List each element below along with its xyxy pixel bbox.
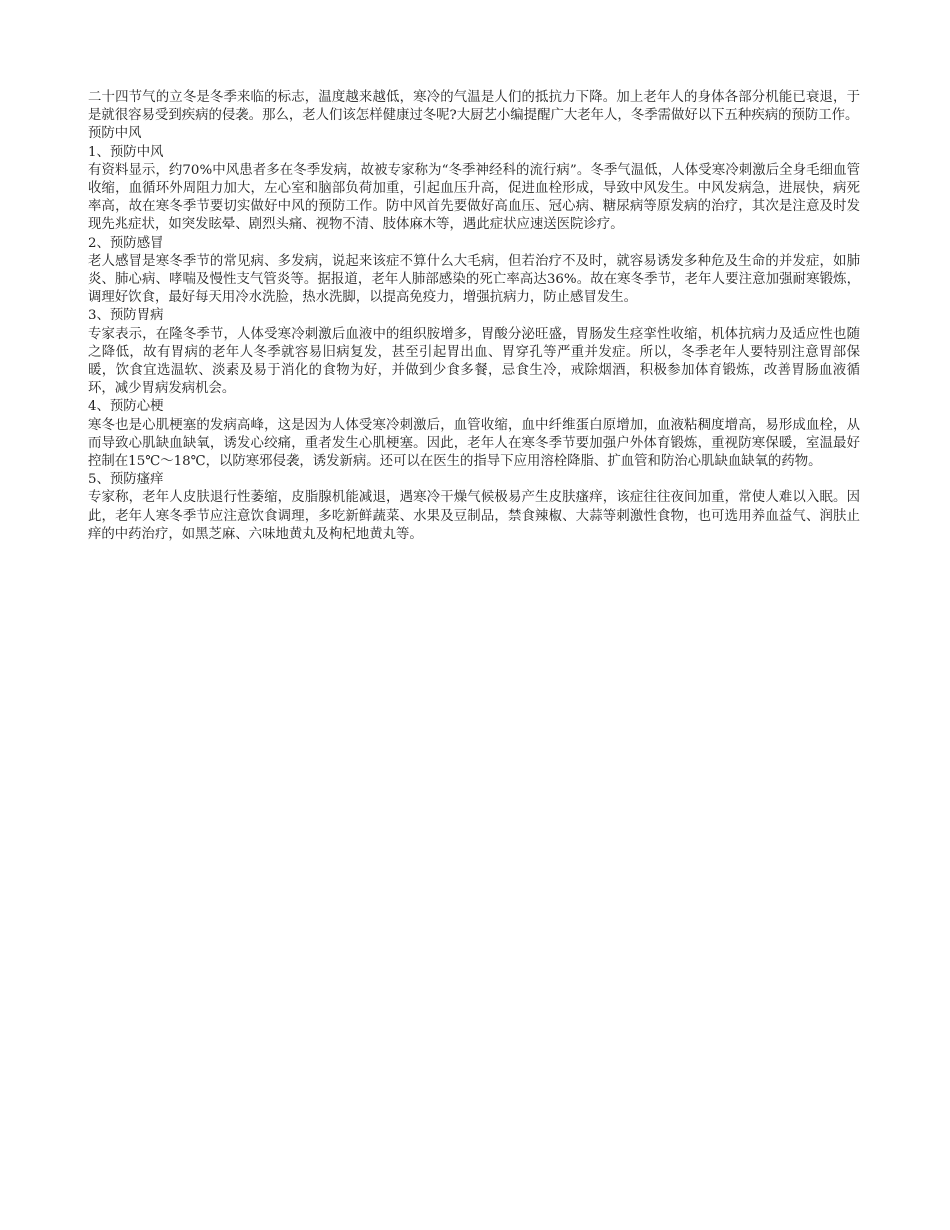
intro-paragraph: 二十四节气的立冬是冬季来临的标志，温度越来越低，寒冷的气温是人们的抵抗力下降。加上老年人的身体各部分机能已衰退，于是就很容易受到疾病的侵袭。那么，老人们该怎样健康过冬呢?大厨艺小编提醒广大老年人，冬季需做好以下五种疾病的预防工作。 xyxy=(88,90,860,124)
section-heading-stroke: 1、预防中风 xyxy=(88,144,164,160)
section-heading-cold: 2、预防感冒 xyxy=(88,235,164,251)
section-heading-heart: 4、预防心梗 xyxy=(88,399,164,415)
section-body-cold: 老人感冒是寒冬季节的常见病、多发病，说起来该症不算什么大毛病，但若治疗不及时，就容易诱发多种危及生命的并发症，如肺炎、肺心病、哮喘及慢性支气管炎等。据报道，老年人肺部感染的死亡率高达36%。故在寒冬季节，老年人要注意加强耐寒锻炼，调理好饮食，最好每天用冷水洗脸，热水洗脚，以提高免疫力，增强抗病力，防止感冒发生。 xyxy=(88,253,860,306)
section-body-stroke: 有资料显示，约70%中风患者多在冬季发病，故被专家称为“冬季神经科的流行病”。冬季气温低，人体受寒冷刺激后全身毛细血管收缩，血循环外周阻力加大，左心室和脑部负荷加重，引起血压升高，促进血栓形成，导致中风发生。中风发病急，进展快，病死率高，故在寒冬季节要切实做好中风的预防工作。防中风首先要做好高血压、冠心病、糖尿病等原发病的治疗，其次是注意及时发现先兆症状，如突发眩晕、剧烈头痛、视物不清、肢体麻木等，遇此症状应速送医院诊疗。 xyxy=(88,162,860,233)
section-heading-itch: 5、预防瘙痒 xyxy=(88,472,164,488)
document-subtitle: 预防中风 xyxy=(88,126,142,142)
section-heading-stomach: 3、预防胃病 xyxy=(88,308,164,324)
section-body-heart: 寒冬也是心肌梗塞的发病高峰，这是因为人体受寒冷刺激后，血管收缩，血中纤维蛋白原增加，血液粘稠度增高，易形成血栓，从而导致心肌缺血缺氧，诱发心绞痛，重者发生心肌梗塞。因此，老年人在寒冬季节要加强户外体育锻炼，重视防寒保暖，室温最好控制在15℃～18℃，以防寒邪侵袭，诱发新病。还可以在医生的指导下应用溶栓降脂、扩血管和防治心肌缺血缺氧的药物。 xyxy=(88,417,860,470)
section-body-itch: 专家称，老年人皮肤退行性萎缩，皮脂腺机能减退，遇寒冷干燥气候极易产生皮肤瘙痒，该症往往夜间加重，常使人难以入眠。因此，老年人寒冬季节应注意饮食调理，多吃新鲜蔬菜、水果及豆制品，禁食辣椒、大蒜等刺激性食物，也可选用养血益气、润肤止痒的中药治疗，如黑芝麻、六味地黄丸及枸杞地黄丸等。 xyxy=(88,490,860,542)
section-body-stomach: 专家表示，在隆冬季节，人体受寒冷刺激后血液中的组织胺增多，胃酸分泌旺盛，胃肠发生痉挛性收缩，机体抗病力及适应性也随之降低，故有胃病的老年人冬季就容易旧病复发，甚至引起胃出血、胃穿孔等严重并发症。所以，冬季老年人要特别注意胃部保暖，饮食宜选温软、淡素及易于消化的食物为好，并做到少食多餐，忌食生冷，戒除烟酒，积极参加体育锻炼，改善胃肠血液循环，减少胃病发病机会。 xyxy=(88,326,860,397)
document-body xyxy=(88,89,860,544)
